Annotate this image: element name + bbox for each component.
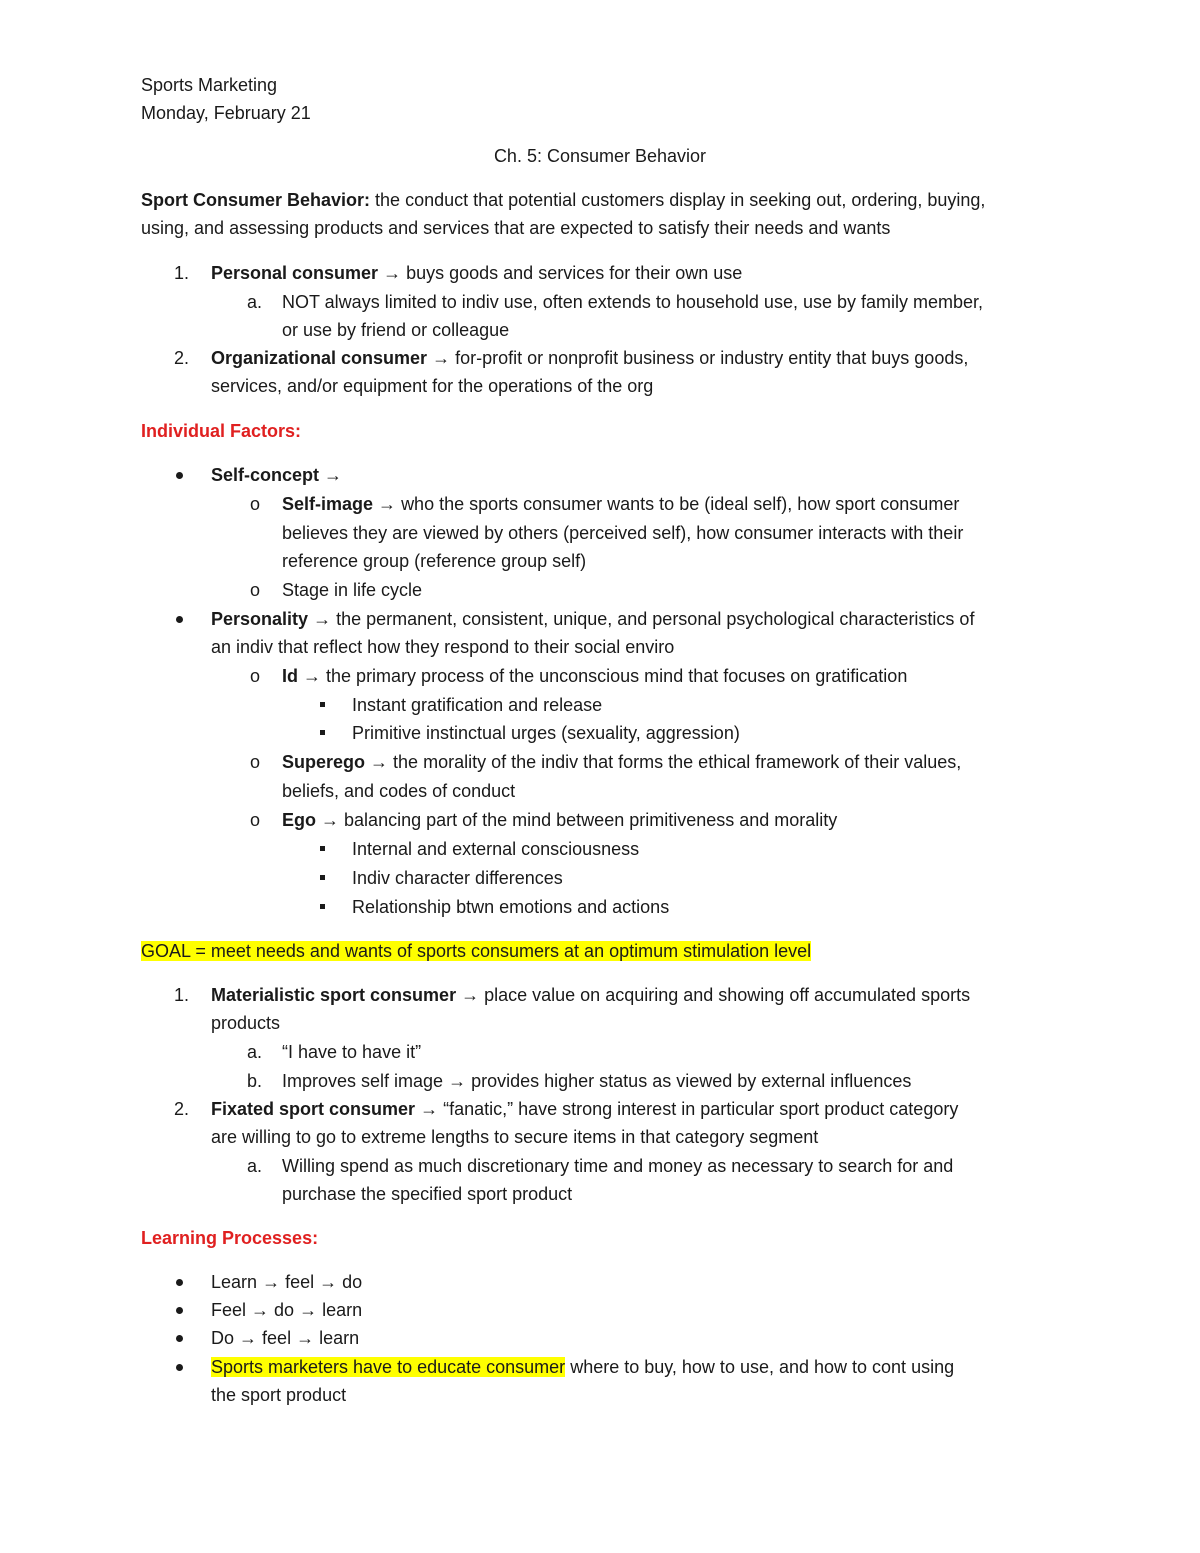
item-text: for-profit or nonprofit business or industry entity that buys goods, bbox=[455, 348, 969, 368]
list-number: 2. bbox=[174, 1099, 190, 1119]
chapter-title: Ch. 5: Consumer Behavior bbox=[493, 146, 707, 166]
bullet-icon bbox=[176, 1307, 183, 1314]
highlighted-text: Sports marketers have to educate consumer bbox=[211, 1357, 566, 1377]
sub-item-line-2: purchase the specified sport product bbox=[282, 1184, 573, 1204]
item-text: buys goods and services for their own use bbox=[406, 263, 743, 283]
list-item-line-2: an indiv that reflect how they respond to their social enviro bbox=[211, 637, 675, 657]
section-heading-learning-processes: Learning Processes: bbox=[141, 1228, 319, 1248]
arrow-right-icon: → bbox=[432, 348, 451, 368]
term: Id bbox=[282, 666, 298, 686]
arrow-right-icon: → bbox=[262, 1272, 281, 1292]
item-text: balancing part of the mind between primitiveness and morality bbox=[344, 810, 838, 830]
sub-letter: a. bbox=[247, 1156, 263, 1176]
definition-text: the conduct that potential customers display in seeking out, ordering, buying, bbox=[370, 190, 986, 210]
item-text: the permanent, consistent, unique, and personal psychological characteristics of bbox=[336, 609, 975, 629]
sub-item: “I have to have it” bbox=[282, 1042, 422, 1062]
sub-item bbox=[282, 490, 959, 518]
list-item bbox=[211, 1296, 362, 1324]
bullet-icon bbox=[176, 472, 183, 479]
list-item bbox=[211, 981, 970, 1009]
step: Feel bbox=[211, 1300, 247, 1320]
item-text: where to buy, how to use, and how to cont using bbox=[565, 1357, 955, 1377]
list-item bbox=[211, 259, 742, 287]
sub-item-line-2: believes they are viewed by others (perceived self), how consumer interacts with their bbox=[282, 523, 964, 543]
list-item bbox=[211, 605, 974, 633]
square-bullet-icon bbox=[320, 904, 325, 909]
list-item bbox=[211, 1095, 958, 1123]
sub-sub-item: Instant gratification and release bbox=[352, 695, 603, 715]
term: Superego bbox=[282, 752, 366, 772]
item-text: place value on acquiring and showing off accumulated sports bbox=[484, 985, 971, 1005]
term: Materialistic sport consumer bbox=[211, 985, 457, 1005]
step: feel bbox=[262, 1328, 292, 1348]
sub-item-line-2: beliefs, and codes of conduct bbox=[282, 781, 516, 801]
item-text: who the sports consumer wants to be (ideal self), how sport consumer bbox=[401, 494, 960, 514]
definition-line-2: using, and assessing products and services that are expected to satisfy their needs and wants bbox=[141, 218, 891, 238]
arrow-right-icon: → bbox=[370, 752, 389, 772]
arrow-right-icon: → bbox=[299, 1300, 318, 1320]
term: Self-image bbox=[282, 494, 374, 514]
sub-letter: a. bbox=[247, 1042, 263, 1062]
sub-sub-item: Primitive instinctual urges (sexuality, aggression) bbox=[352, 723, 740, 743]
bullet-icon bbox=[176, 1335, 183, 1342]
goal-statement bbox=[141, 937, 811, 965]
list-item bbox=[211, 461, 342, 489]
arrow-right-icon: → bbox=[303, 666, 322, 686]
goal-highlight: GOAL = meet needs and wants of sports consumers at an optimum stimulation level bbox=[141, 941, 812, 961]
list-item-line-2: the sport product bbox=[211, 1385, 347, 1405]
term: Ego bbox=[282, 810, 316, 830]
step: do bbox=[274, 1300, 295, 1320]
term: Personality bbox=[211, 609, 309, 629]
arrow-right-icon: → bbox=[461, 985, 480, 1005]
circle-bullet-icon: o bbox=[250, 810, 261, 830]
list-item-line-2: products bbox=[211, 1013, 281, 1033]
arrow-right-icon: → bbox=[239, 1328, 258, 1348]
term: Fixated sport consumer bbox=[211, 1099, 416, 1119]
arrow-right-icon: → bbox=[420, 1099, 439, 1119]
sub-item bbox=[282, 1067, 911, 1095]
step: Learn bbox=[211, 1272, 258, 1292]
arrow-right-icon: → bbox=[313, 609, 332, 629]
item-text: Improves self image bbox=[282, 1071, 444, 1091]
item-text: provides higher status as viewed by external influences bbox=[471, 1071, 912, 1091]
circle-bullet-icon: o bbox=[250, 666, 261, 686]
term: Organizational consumer bbox=[211, 348, 428, 368]
item-text: the morality of the indiv that forms the ethical framework of their values, bbox=[393, 752, 962, 772]
date-line: Monday, February 21 bbox=[141, 103, 311, 123]
sub-sub-item: Relationship btwn emotions and actions bbox=[352, 897, 670, 917]
arrow-right-icon: → bbox=[383, 263, 402, 283]
section-heading-individual-factors: Individual Factors: bbox=[141, 421, 302, 441]
list-number: 1. bbox=[174, 985, 190, 1005]
square-bullet-icon bbox=[320, 730, 325, 735]
sub-letter: a. bbox=[247, 292, 263, 312]
arrow-right-icon: → bbox=[319, 1272, 338, 1292]
course-title: Sports Marketing bbox=[141, 75, 278, 95]
arrow-right-icon: → bbox=[296, 1328, 315, 1348]
sub-item-line-2: or use by friend or colleague bbox=[282, 320, 510, 340]
sub-item: Stage in life cycle bbox=[282, 580, 423, 600]
list-item bbox=[211, 1353, 954, 1381]
list-item bbox=[211, 1324, 359, 1352]
square-bullet-icon bbox=[320, 875, 325, 880]
arrow-right-icon: → bbox=[321, 810, 340, 830]
step: feel bbox=[285, 1272, 315, 1292]
list-number: 2. bbox=[174, 348, 190, 368]
list-number: 1. bbox=[174, 263, 190, 283]
arrow-right-icon: → bbox=[378, 494, 397, 514]
term: Self-concept bbox=[211, 465, 320, 485]
item-text: the primary process of the unconscious mind that focuses on gratification bbox=[326, 666, 908, 686]
circle-bullet-icon: o bbox=[250, 494, 261, 514]
circle-bullet-icon: o bbox=[250, 752, 261, 772]
arrow-right-icon: → bbox=[324, 465, 343, 485]
list-item bbox=[211, 344, 968, 372]
step: learn bbox=[322, 1300, 363, 1320]
step: Do bbox=[211, 1328, 235, 1348]
sub-sub-item: Internal and external consciousness bbox=[352, 839, 640, 859]
circle-bullet-icon: o bbox=[250, 580, 261, 600]
term: Personal consumer bbox=[211, 263, 379, 283]
definition-line-1 bbox=[141, 186, 985, 214]
sub-item bbox=[282, 806, 837, 834]
item-text: “fanatic,” have strong interest in particular sport product category bbox=[443, 1099, 959, 1119]
sub-sub-item: Indiv character differences bbox=[352, 868, 563, 888]
sub-item bbox=[282, 748, 961, 776]
arrow-right-icon: → bbox=[251, 1300, 270, 1320]
bullet-icon bbox=[176, 1279, 183, 1286]
definition-term: Sport Consumer Behavior: bbox=[141, 190, 371, 210]
bullet-icon bbox=[176, 616, 183, 623]
sub-letter: b. bbox=[247, 1071, 263, 1091]
list-item-line-2: services, and/or equipment for the operations of the org bbox=[211, 376, 654, 396]
bullet-icon bbox=[176, 1364, 183, 1371]
step: do bbox=[342, 1272, 363, 1292]
sub-item bbox=[282, 662, 907, 690]
square-bullet-icon bbox=[320, 702, 325, 707]
list-item bbox=[211, 1268, 362, 1296]
step: learn bbox=[319, 1328, 360, 1348]
list-item-line-2: are willing to go to extreme lengths to secure items in that category segment bbox=[211, 1127, 819, 1147]
sub-item-line-3: reference group (reference group self) bbox=[282, 551, 587, 571]
arrow-right-icon: → bbox=[448, 1071, 467, 1091]
sub-item-line-1: NOT always limited to indiv use, often extends to household use, use by family member, bbox=[282, 292, 984, 312]
sub-item-line-1: Willing spend as much discretionary time and money as necessary to search for and bbox=[282, 1156, 954, 1176]
square-bullet-icon bbox=[320, 846, 325, 851]
